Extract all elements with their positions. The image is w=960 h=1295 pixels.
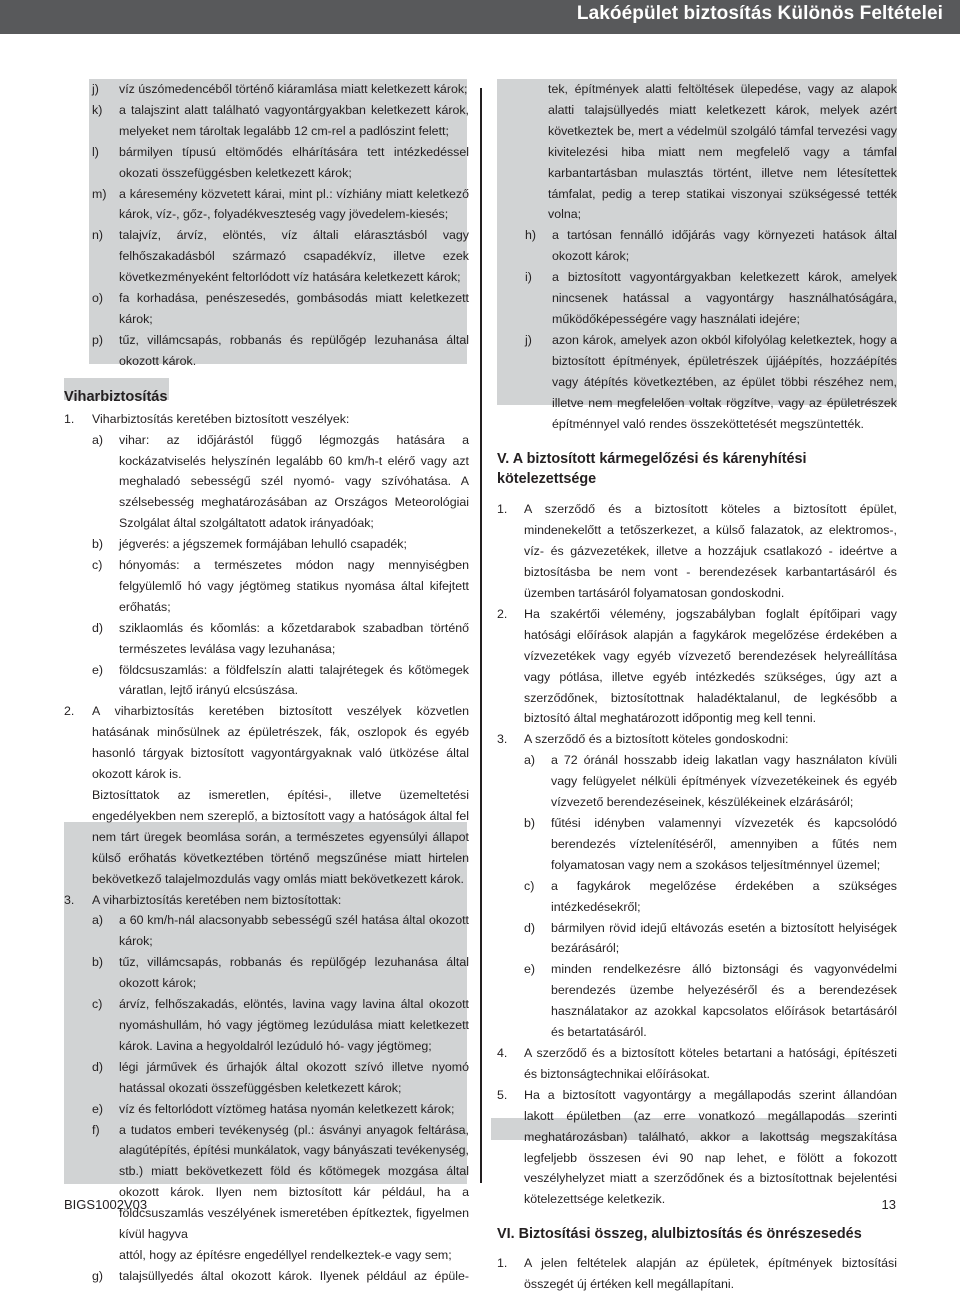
list-item: d) bármilyen rövid idejű eltávozás esetén a biztosított helyiségek bezárásáról; bbox=[524, 920, 897, 956]
covered-perils-list bbox=[64, 430, 469, 702]
numbered-item: 2. A viharbiztosítás keretében biztosított veszélyek közvetlen hatásának minősülnek az épületrészek, fák, oszlopok és egyéb hasonló tárgyak biztosított vagyontárgyaknak való ütközése által okozott károk is. bbox=[64, 704, 469, 782]
section-heading-vi: VI. Biztosítási összeg, alulbiztosítás és önrészesedés bbox=[497, 1226, 862, 1243]
excluded-perils-list bbox=[64, 910, 469, 1286]
numbered-item: 4. A szerződő és a biztosított köteles betartani a hatósági, építészeti és biztonságtechnikai előírásokat. bbox=[497, 1045, 897, 1081]
page-number: 13 bbox=[881, 1197, 896, 1212]
section-heading-viharbiztositas: Viharbiztosítás bbox=[64, 388, 168, 405]
numbered-item: 3. A szerződő és a biztosított köteles gondoskodni: bbox=[497, 732, 789, 747]
list-item: a) a 72 óránál hosszabb ideig lakatlan vagy használaton kívüli vagy felügyelet nélküli építmények vízvezetékeinek és egyéb vízvezető berendezéseinek, készülékeinek elzárásáról; bbox=[524, 753, 897, 810]
list-item: a) a 60 km/h-nál alacsonyabb sebességű szél hatása által okozott károk; bbox=[92, 913, 469, 949]
numbered-item: 1. Viharbiztosítás keretében biztosított veszélyek: bbox=[64, 411, 350, 426]
list-item: m) a káresemény közvetett kárai, mint pl.: vízhiány miatt keletkező károk, víz-, gőz-, folyadékveszteség vagy jövedelem-kiesés; bbox=[92, 186, 469, 222]
numbered-item: 1. A jelen feltételek alapján az épületek, építmények biztosítási összegét új értéken kell megállapítani. bbox=[497, 1256, 897, 1292]
list-item: k) a talajszint alatt található vagyontárgyakban keletkezett károk, melyeket nem tároltak legalább 12 cm-rel a padlószint felett; bbox=[92, 102, 469, 138]
page-title: Lakóépület biztosítás Különös Feltételei bbox=[576, 3, 943, 24]
header-bar bbox=[0, 0, 960, 34]
numbered-item: 1. A szerződő és a biztosított köteles a biztosított épület, mindenekelőtt a tetőszerkezet, a külső falazatok, az elektromos-, víz- és gázvezetékek, illetve a hozzájuk csatlakozó - ideértve a biztosításba be nem vont - berendezések karbantartásáról és üzemben tartásáról folyamatosan gondoskodni. bbox=[497, 502, 897, 601]
list-item: d) sziklaomlás és kőomlás: a kőzetdarabok szabadban történő természetes leválása vagy lezuhanása; bbox=[92, 620, 469, 656]
list-item: c) árvíz, felhőszakadás, elöntés, lavina vagy lavina által okozott nyomáshullám, hó vagy jégtömeg lezúdulása miatt keletkezett károk. Lavina a hegyoldalról lezúduló hó- vagy jégtömeg; bbox=[92, 997, 469, 1053]
exclusion-list-top bbox=[64, 79, 469, 372]
list-item: e) minden rendelkezésre álló biztonsági és vagyonvédelmi berendezés üzembe helyezéséről és a berendezések használatakor az azokkal kapcsolatos előírások betartásáról és betartatásáról. bbox=[524, 962, 897, 1040]
list-item: p) tűz, villámcsapás, robbanás és repülőgép lezuhanása által okozott károk. bbox=[92, 332, 469, 368]
numbered-item: 3. A viharbiztosítás keretében nem biztosítottak: bbox=[64, 892, 342, 907]
obligations-list bbox=[497, 750, 897, 1043]
list-item: a) vihar: az időjárástól függő légmozgás hatására a kockázatviselés helyszínén legalább 60 km/h-t elérő vagy azt meghaladó sebességű szél nyomó- vagy szívóhatása. A szélsebesség meghatározásában az Országos Meteorológiai Szolgálat által szolgáltatott adatok irányadóak; bbox=[92, 432, 469, 531]
list-item: b) tűz, villámcsapás, robbanás és repülőgép lezuhanása által okozott károk; bbox=[92, 955, 469, 991]
list-item: j) azon károk, amelyek azon okból kifolyólag keletkeztek, hogy a biztosított építmények, épületrészek újjáépítés, hozzáépítés vagy átépítés következtében, az épület többi részéhez nem, illetve nem megfelelően voltak rögzítve, vagy az épületrészek építménnyel való rendes összeköttetését megszüntették. bbox=[525, 332, 897, 431]
list-item: g) talajsüllyedés által okozott károk. Ilyenek például az épüle- bbox=[92, 1268, 469, 1283]
document-code: BIGS1002V03 bbox=[64, 1197, 148, 1212]
right-column bbox=[497, 79, 897, 1295]
numbered-item: 5. Ha a biztosított vagyontárgy a megállapodás szerint állandóan lakott épületben (az erre vonatkozó megállapodás szerinti meghatározásban) található, akkor a lakottság megszakítása legfeljebb összesen évi 90 nap lehet, e fölött a fokozott veszélyhelyzet miatt a szerződőnek és a biztosítottnak bejelentési kötelezettsége keletkezik. bbox=[497, 1087, 897, 1207]
list-item: j) víz úszómedencéből történő kiáramlása miatt keletkezett károk; bbox=[92, 82, 468, 96]
list-item: e) földcsuszamlás: a földfelszín alatti talajrétegek és kőtömegek váratlan, lejtő irányú elcsúszása. bbox=[92, 662, 469, 698]
list-item: c) hónyomás: a természetes módon nagy mennyiségben felgyülemlő hó vagy jégtömeg statikus nyomása által kifejtett erőhatás; bbox=[92, 558, 469, 614]
list-item: o) fa korhadása, penészesedés, gombásodás miatt keletkezett károk; bbox=[92, 291, 469, 326]
section-heading-v: V. A biztosított kármegelőzési és kárenyhítési kötelezettsége bbox=[497, 451, 807, 488]
list-item: n) talajvíz, árvíz, elöntés, víz általi elárasztásból vagy felhőszakadásból származó csapadékvíz, illetve ezek következményeként feltorlódott víz hatására keletkezett károk; bbox=[92, 228, 469, 285]
list-item: l) bármilyen típusú eltömődés elhárítására tett intézkedéssel okozati összefüggésben keletkezett károk; bbox=[92, 144, 469, 180]
list-item: d) légi járművek és űrhajók által okozott szívó illetve nyomó hatással okozati összefüggésben keletkezett károk; bbox=[92, 1059, 469, 1095]
left-column bbox=[64, 79, 469, 1287]
list-item: b) jégverés: a jégszemek formájában lehulló csapadék; bbox=[92, 537, 407, 552]
column-divider bbox=[480, 88, 482, 1183]
list-item: i) a biztosított vagyontárgyakban keletkezett károk, amelyek nincsenek hatással a vagyontárgy használhatóságára, működőképességére vagy használati idejére; bbox=[525, 270, 897, 326]
numbered-item: 2. Ha szakértői vélemény, jogszabályban foglalt építőipari vagy hatósági előírások alapján a fagykárok megelőzése érdekében a vízvezetékek vagy egyéb vízvezető berendezések helyreállítása vagy pótlása, illetve egyéb intézkedés szükséges, úgy azt a szerződőnek, biztosítottnak haladéktalanul, de legkésőbb a biztosító által meghatározott időpontig meg kell tenni. bbox=[497, 606, 897, 726]
exclusion-list-right bbox=[497, 225, 897, 434]
list-item: attól, hogy az építésre engedéllyel rendelkeztek-e vagy sem; bbox=[119, 1247, 452, 1262]
list-item: c) a fagykárok megelőzése érdekében a szükséges intézkedésekről; bbox=[524, 878, 897, 914]
list-item: h) a tartósan fennálló időjárás vagy környezeti hatások által okozott károk; bbox=[525, 228, 897, 264]
list-item: b) fűtési idényben valamennyi vízvezeték és kapcsolódó berendezés víztelenítéséről, amennyiben a fűtés nem folyamatosan vagy nem a szokásos teljesítménnyel üzemel; bbox=[524, 816, 897, 872]
list-item: f) a tudatos emberi tevékenység (pl.: ásványi anyagok feltárása, alagútépítés, építési munkálatok, vagy bányászati tevékenység, stb.) miatt bekövetkezett föld és kőtömegek mozgása által okozott károk. Ilyen nem biztosított kár például, ha a földcsuszamlás veszélyének ismeretében építkeztek, figyelmen kívül hagyva bbox=[92, 1122, 469, 1242]
continuation-paragraph: tek, építmények alatti feltöltések ülepedése, vagy az alapok alatti talajsüllyedés miatt keletkezett károk, melyek azért következtek be, mert a védelmül szolgáló támfal tervezési vagy kivitelezési hiba miatt nem megfelelő vagy a támfal karbantartásban mulasztás történt, illetve nem létesítettek támfalat, pedig a terep statikai viszonyai szükségessé tették volna; bbox=[548, 82, 897, 222]
paragraph: Biztosíttatok az ismeretlen, építési-, illetve üzemeltetési engedélyekben nem szereplő, a biztosított vagy a hatóságok által fel nem tárt üregek beomlása során, a természetes egyensúlyi állapot külső erőhatás következtében történő megszűnése miatt hirtelen bekövetkező talajelmozdulás vagy omlás miatt bekövetkezett károk. bbox=[92, 788, 469, 886]
list-item: e) víz és feltorlódott víztömeg hatása nyomán keletkezett károk; bbox=[92, 1101, 455, 1116]
